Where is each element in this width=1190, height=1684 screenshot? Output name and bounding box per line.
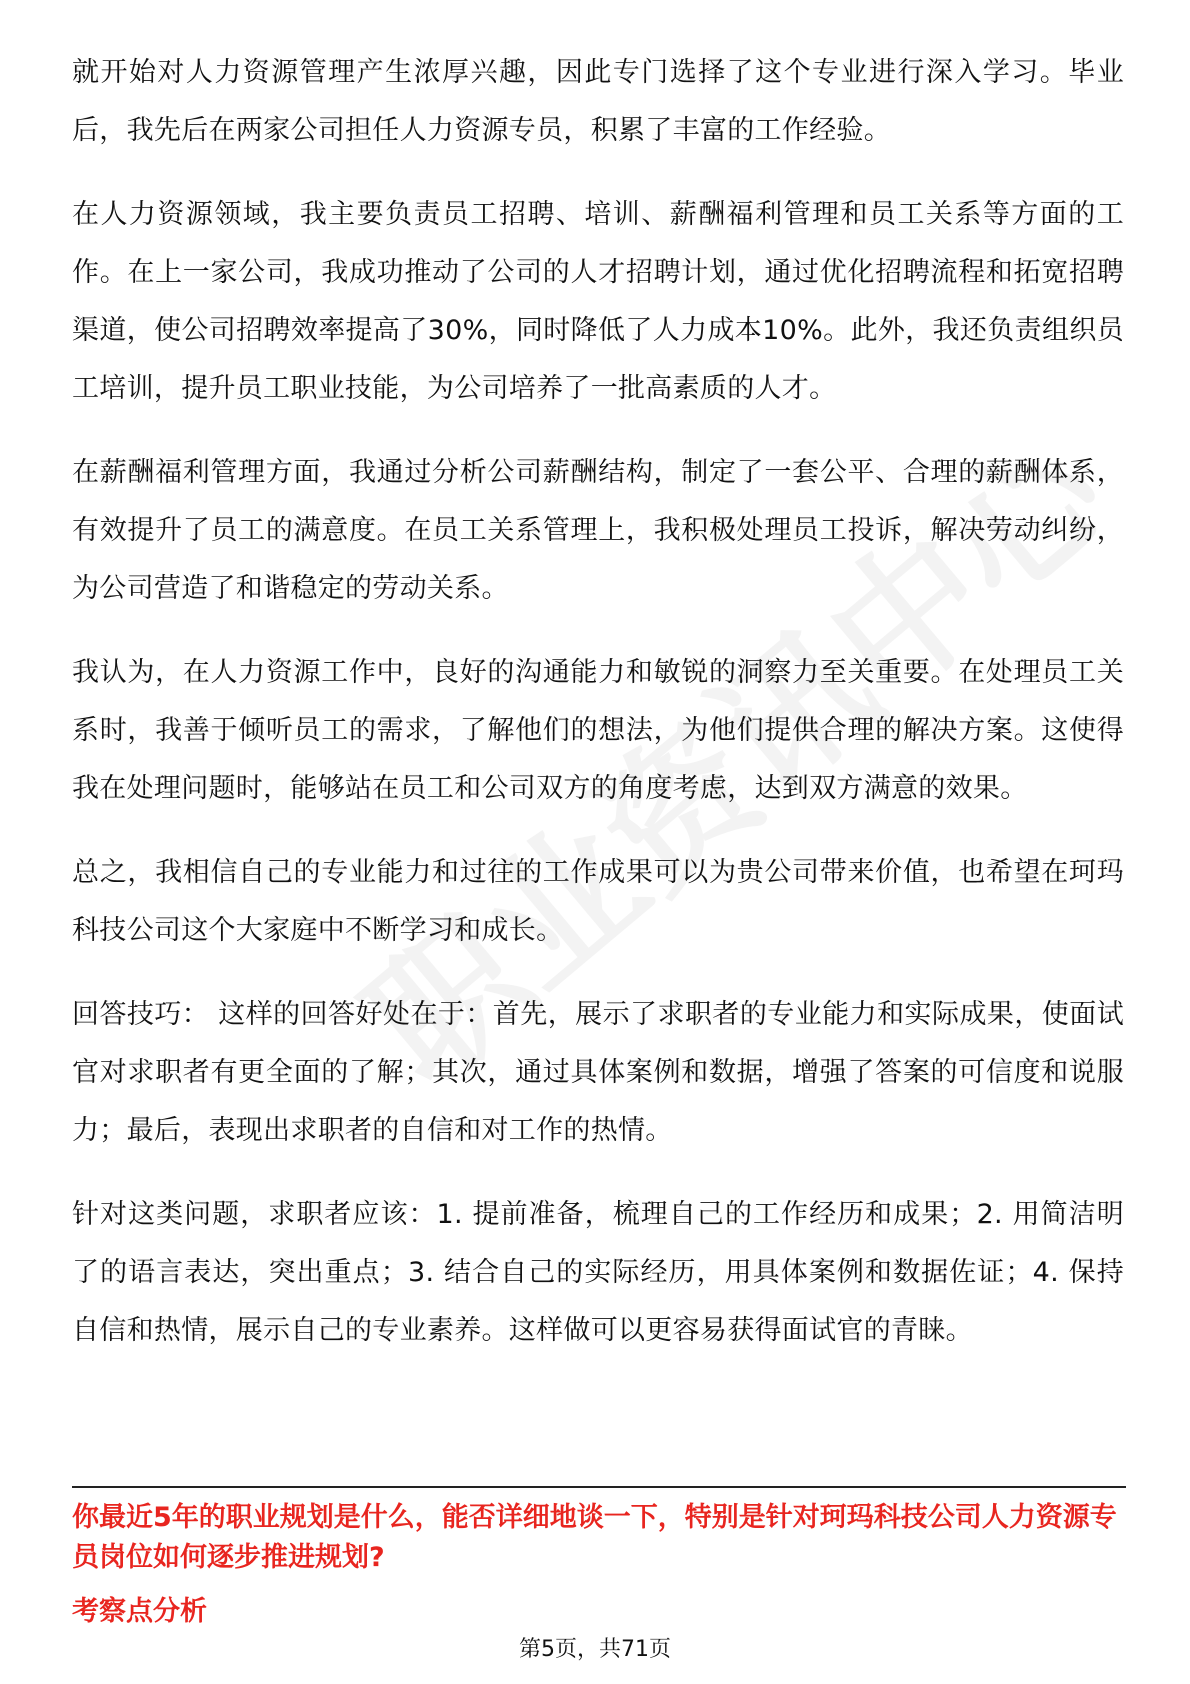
paragraph-intro-continued: 就开始对人力资源管理产生浓厚兴趣，因此专门选择了这个专业进行深入学习。毕业后，我先后在两家公司担任人力资源专员，积累了丰富的工作经验。 bbox=[72, 57, 1124, 146]
paragraph-compensation: 在薪酬福利管理方面，我通过分析公司薪酬结构，制定了一套公平、合理的薪酬体系，有效提升了员工的满意度。在员工关系管理上，我积极处理员工投诉，解决劳动纠纷，为公司营造了和谐稳定的劳动关系。 bbox=[72, 457, 1124, 604]
paragraph-conclusion: 总之，我相信自己的专业能力和过往的工作成果可以为贵公司带来价值，也希望在珂玛科技公司这个大家庭中不断学习和成长。 bbox=[72, 857, 1124, 946]
paragraph-advice: 针对这类问题，求职者应该：1. 提前准备，梳理自己的工作经历和成果；2. 用简洁明了的语言表达，突出重点；3. 结合自己的实际经历，用具体案例和数据佐证；4. 保持自信和热情，展示自己的专业素养。这样做可以更容易获得面试官的青睐。 bbox=[72, 1199, 1124, 1346]
section-title: 考察点分析 bbox=[72, 1596, 207, 1627]
paragraph-hr-responsibilities: 在人力资源领域，我主要负责员工招聘、培训、薪酬福利管理和员工关系等方面的工作。在上一家公司，我成功推动了公司的人才招聘计划，通过优化招聘流程和拓宽招聘渠道，使公司招聘效率提高了30%，同时降低了人力成本10%。此外，我还负责组织员工培训，提升员工职业技能，为公司培养了一批高素质的人才。 bbox=[72, 199, 1124, 404]
paragraph-communication: 我认为，在人力资源工作中，良好的沟通能力和敏锐的洞察力至关重要。在处理员工关系时，我善于倾听员工的需求，了解他们的想法，为他们提供合理的解决方案。这使得我在处理问题时，能够站在员工和公司双方的角度考虑，达到双方满意的效果。 bbox=[72, 657, 1124, 804]
section-divider bbox=[72, 1486, 1126, 1488]
interview-question: 你最近5年的职业规划是什么，能否详细地谈一下，特别是针对珂玛科技公司人力资源专员岗位如何逐步推进规划? bbox=[72, 1502, 1117, 1573]
paragraph-answer-tips: 回答技巧： 这样的回答好处在于：首先，展示了求职者的专业能力和实际成果，使面试官对求职者有更全面的了解；其次，通过具体案例和数据，增强了答案的可信度和说服力；最后，表现出求职者的自信和对工作的热情。 bbox=[72, 999, 1124, 1146]
page-number: 第5页，共71页 bbox=[519, 1637, 671, 1662]
body-text bbox=[72, 44, 1124, 1386]
